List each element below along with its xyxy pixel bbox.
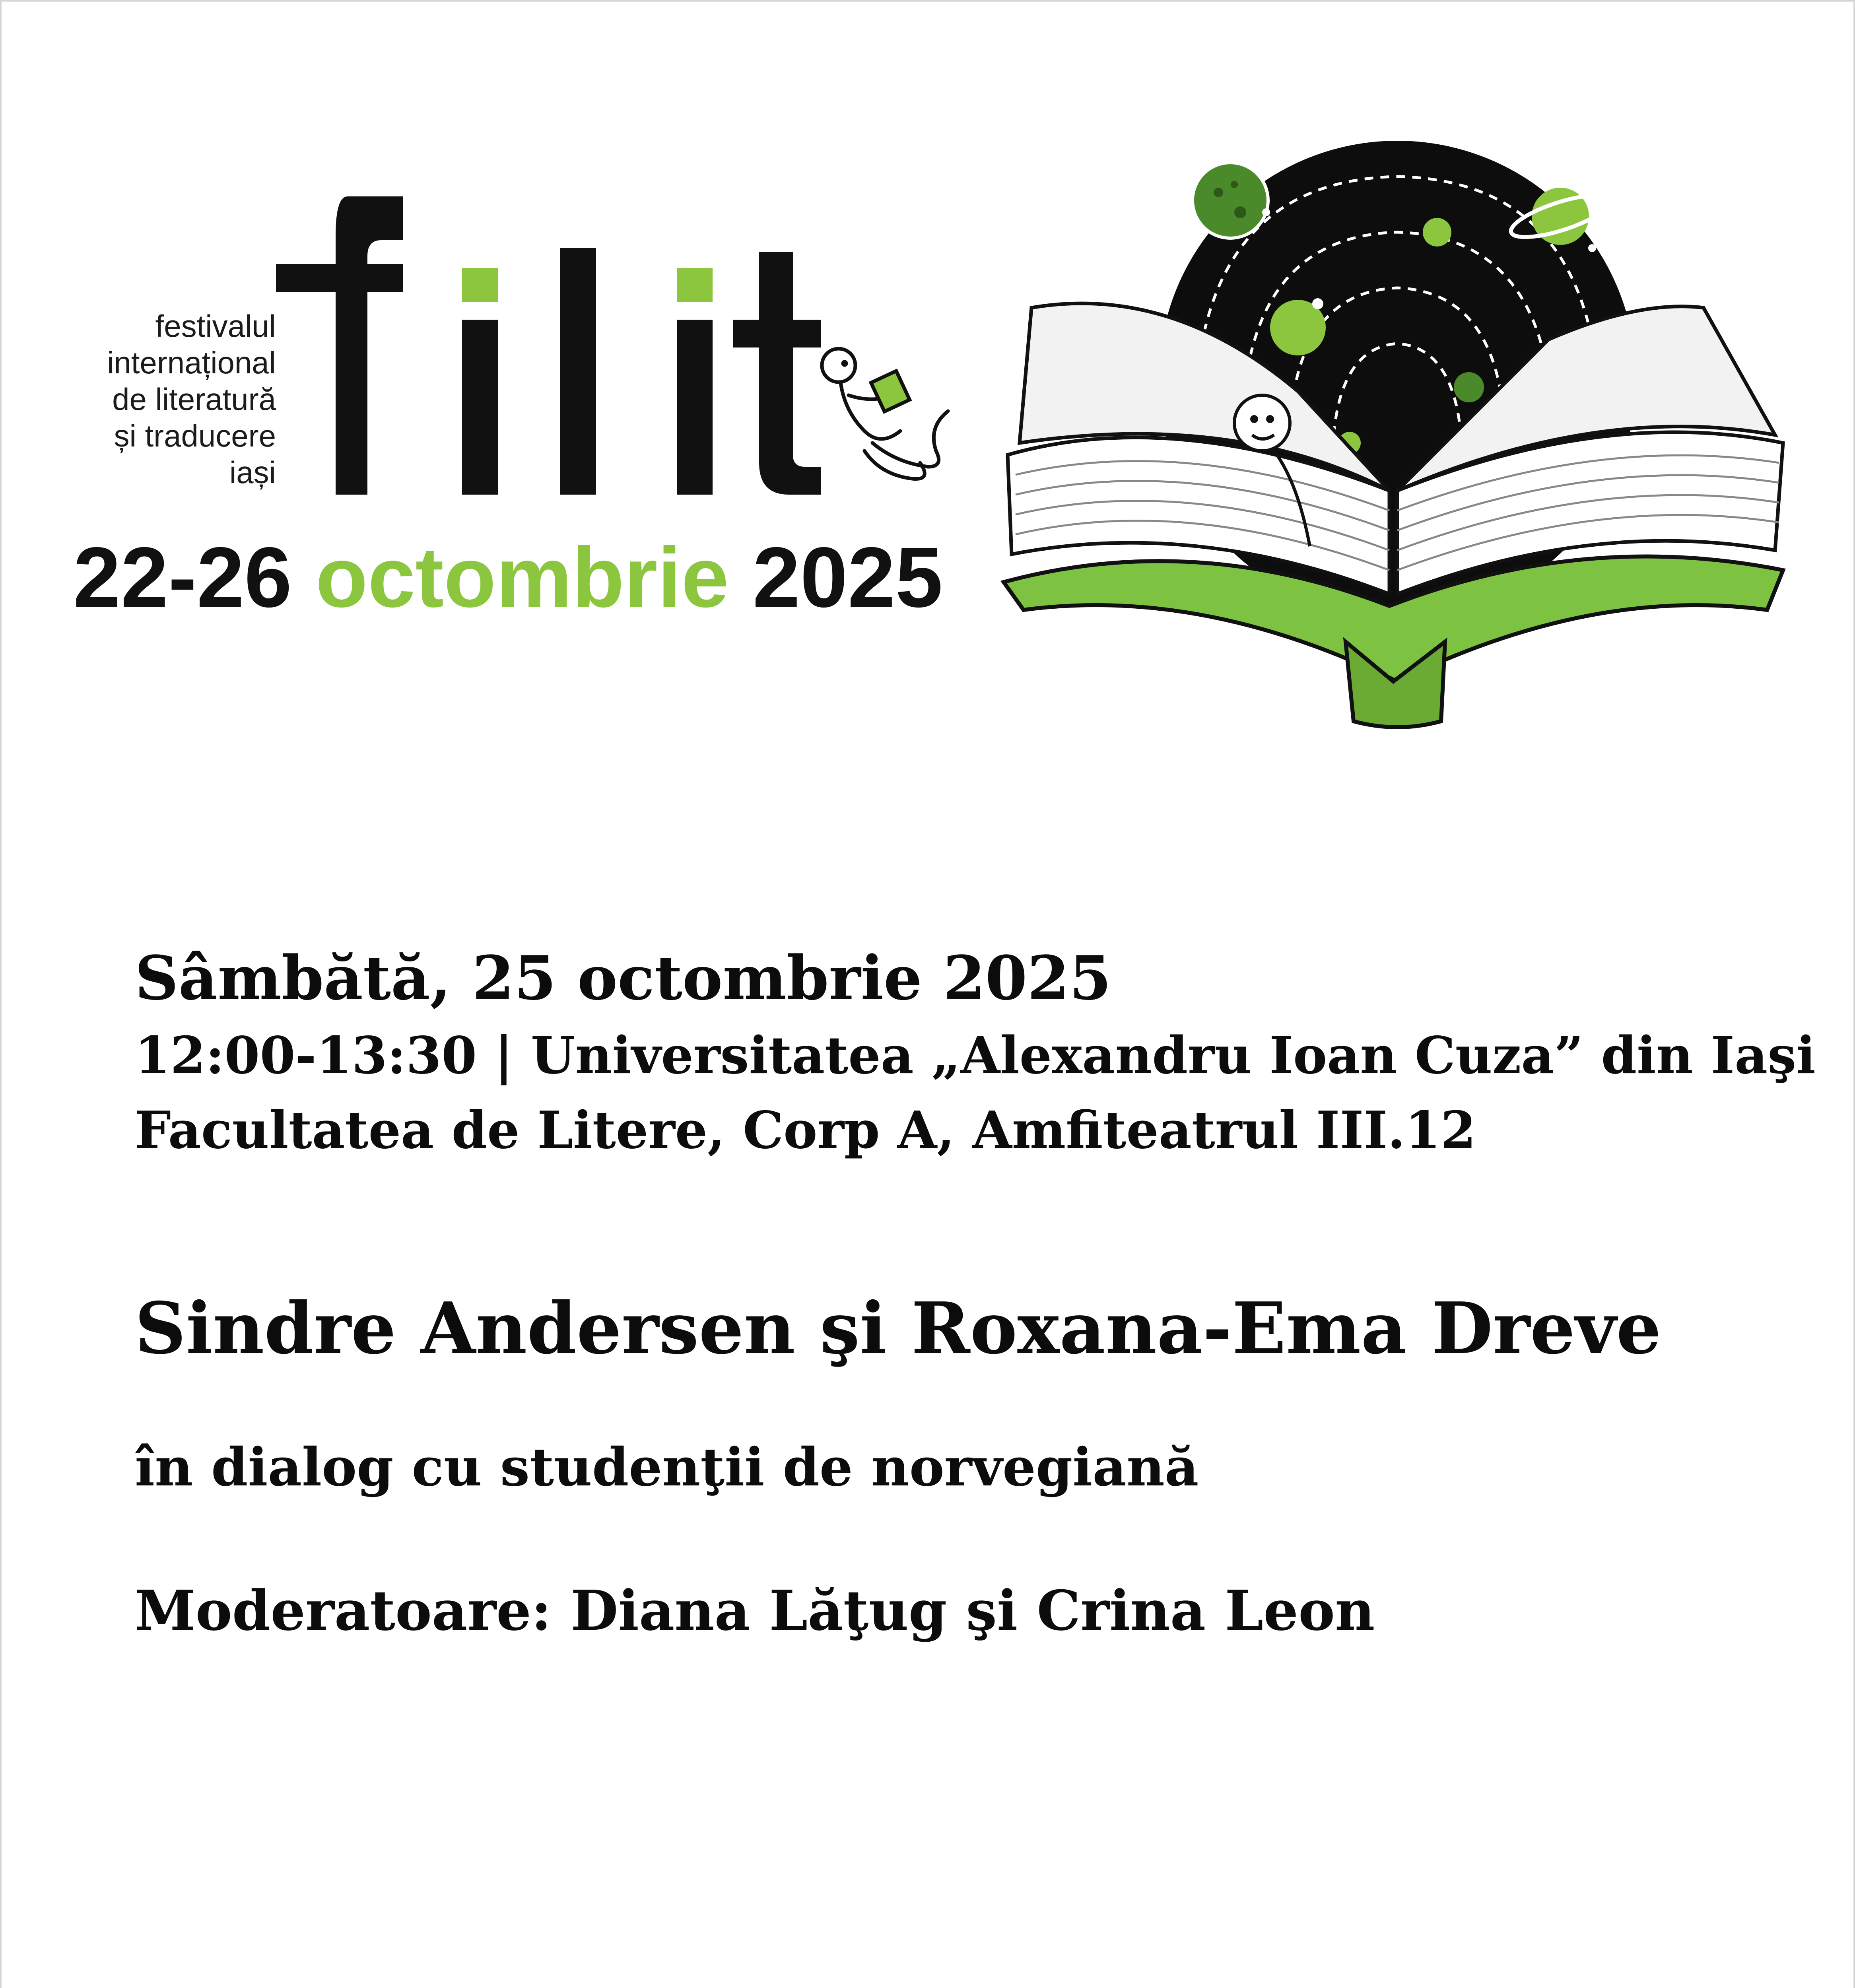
tagline-line: internațional [107, 345, 276, 380]
dates-days: 22-26 [73, 529, 292, 625]
festival-tagline [53, 308, 276, 491]
reading-figure-icon [822, 349, 948, 479]
event-moderators: Moderatoare: Diana Lăţug şi Crina Leon [135, 1578, 1375, 1643]
open-book-illustration [996, 117, 1791, 737]
dates-year: 2025 [752, 529, 943, 625]
event-info [135, 942, 1816, 1643]
tagline-line: festivalul [155, 309, 276, 344]
event-date: Sâmbătă, 25 octombrie 2025 [135, 942, 1111, 1013]
event-venue: Facultatea de Litere, Corp A, Amfiteatrul III.12 [135, 1101, 1476, 1160]
dates-month: octombrie [315, 529, 729, 625]
festival-dates [73, 529, 943, 625]
event-title: Sindre Andersen şi Roxana-Ema Dreve [135, 1287, 1661, 1370]
tagline-line: și traducere [114, 418, 276, 453]
event-time-place: 12:00-13:30 | Universitatea „Alexandru Ioan Cuza” din Iaşi [135, 1026, 1816, 1085]
event-subtitle: în dialog cu studenţii de norvegiană [135, 1437, 1199, 1498]
filit-logo [276, 188, 968, 507]
tagline-line: de literatură [112, 382, 276, 417]
tagline-line: iași [229, 455, 276, 490]
